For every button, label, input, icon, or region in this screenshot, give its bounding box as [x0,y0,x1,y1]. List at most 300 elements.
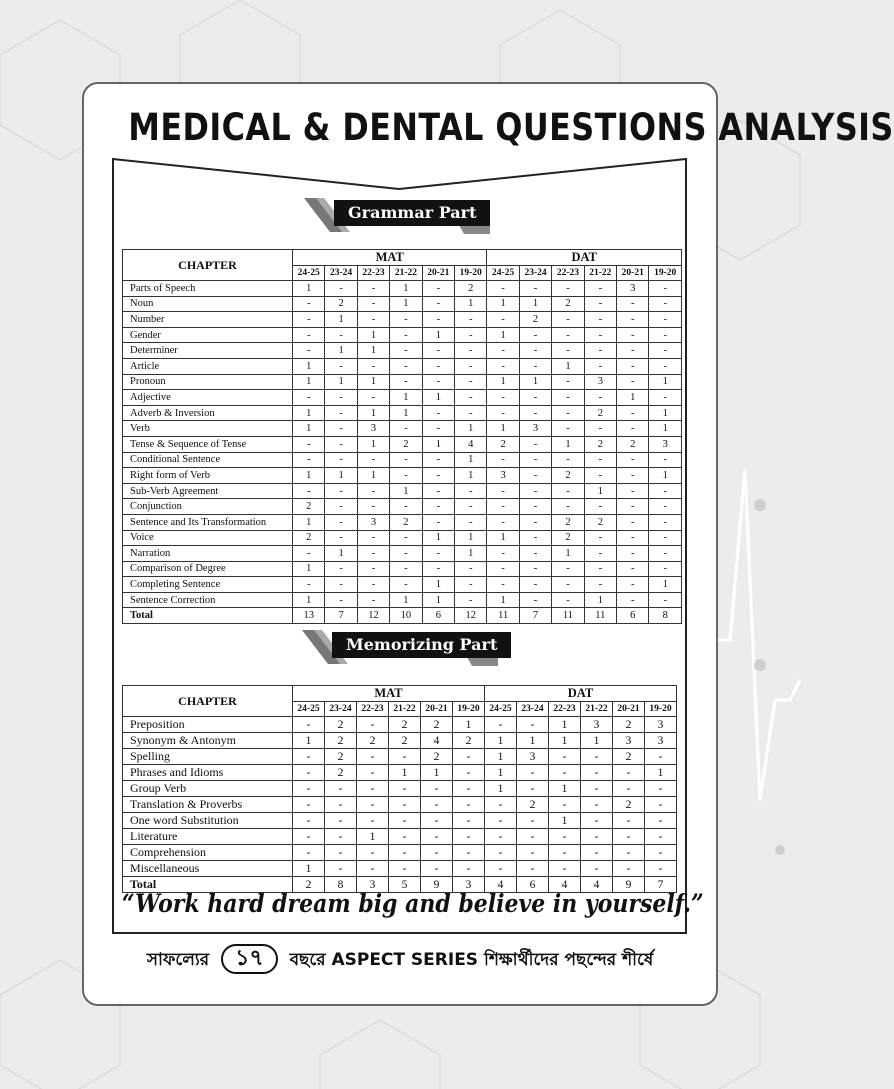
table-row [123,717,677,733]
value-cell: - [421,829,453,845]
value-cell: 1 [325,374,357,390]
chapter-cell: Adjective [123,390,293,406]
value-cell: - [422,452,454,468]
table-row [123,749,677,765]
value-cell: - [649,499,682,515]
value-cell: - [390,546,422,562]
value-cell: - [453,861,485,877]
value-cell: - [613,845,645,861]
value-cell: - [581,765,613,781]
chapter-cell: Comprehension [123,845,293,861]
value-cell: - [455,374,487,390]
chapter-cell: Number [123,312,293,328]
value-cell: - [617,296,649,312]
year-header: 21-22 [390,266,422,281]
year-header: 20-21 [421,702,453,717]
value-cell: - [325,530,357,546]
value-cell: 2 [390,436,422,452]
value-cell: - [357,530,389,546]
value-cell: 2 [613,797,645,813]
value-cell: 2 [389,717,421,733]
value-cell: - [453,797,485,813]
value-cell: - [649,343,682,359]
value-cell: - [455,483,487,499]
value-cell: - [325,797,357,813]
value-cell: - [389,829,421,845]
value-cell: - [453,829,485,845]
value-cell: - [325,436,357,452]
chapter-cell: Completing Sentence [123,577,293,593]
value-cell: 1 [357,343,389,359]
year-header: 20-21 [422,266,454,281]
year-header: 20-21 [613,702,645,717]
year-header: 24-25 [293,702,325,717]
value-cell: 1 [293,421,325,437]
dat-header: DAT [485,686,677,702]
value-cell: 3 [584,374,616,390]
value-cell: - [325,813,357,829]
value-cell: - [552,421,584,437]
value-cell: - [519,358,551,374]
table-row [123,813,677,829]
value-cell: 4 [485,877,517,893]
value-cell: 1 [519,374,551,390]
value-cell: 1 [390,390,422,406]
value-cell: - [357,561,389,577]
table-row [123,781,677,797]
value-cell: - [325,405,357,421]
value-cell: - [357,499,389,515]
value-cell: 2 [325,765,357,781]
value-cell: - [389,797,421,813]
value-cell: - [390,499,422,515]
value-cell: 1 [293,281,325,297]
value-cell: 1 [487,374,519,390]
value-cell: - [549,861,581,877]
page-title: MEDICAL & DENTAL QUESTIONS ANALYSIS [128,106,894,149]
value-cell: 1 [552,358,584,374]
value-cell: 1 [552,436,584,452]
value-cell: - [649,452,682,468]
value-cell: 1 [485,781,517,797]
value-cell: - [584,296,616,312]
value-cell: - [293,452,325,468]
value-cell: - [617,358,649,374]
table-row [123,797,677,813]
chapter-cell: Voice [123,530,293,546]
table-row [123,390,682,406]
value-cell: - [357,845,389,861]
value-cell: - [390,421,422,437]
table-row [123,561,682,577]
value-cell: 2 [552,296,584,312]
value-cell: - [357,717,389,733]
value-cell: - [517,813,549,829]
table-row [123,421,682,437]
value-cell: - [453,813,485,829]
value-cell: - [517,717,549,733]
value-cell: - [325,499,357,515]
year-header: 24-25 [485,702,517,717]
value-cell: - [455,390,487,406]
value-cell: - [325,592,357,608]
value-cell: 1 [455,530,487,546]
value-cell: - [293,797,325,813]
value-cell: - [357,390,389,406]
value-cell: - [357,281,389,297]
value-cell: - [519,499,551,515]
table-row [123,765,677,781]
value-cell: - [325,829,357,845]
value-cell: 6 [517,877,549,893]
value-cell: 12 [357,608,389,624]
memorizing-table [122,685,677,893]
value-cell: 13 [293,608,325,624]
table-row [123,312,682,328]
year-header: 23-24 [519,266,551,281]
value-cell: 2 [325,733,357,749]
motivational-quote: “Work hard dream big and believe in yourself.” [121,889,704,918]
value-cell: - [617,577,649,593]
memorizing-section-title: Memorizing Part [332,632,511,658]
value-cell: - [584,281,616,297]
value-cell: 11 [487,608,519,624]
value-cell: - [549,797,581,813]
value-cell: - [487,343,519,359]
value-cell: 1 [325,546,357,562]
value-cell: 1 [487,296,519,312]
table-row [123,845,677,861]
value-cell: 2 [617,436,649,452]
value-cell: 9 [421,877,453,893]
value-cell: - [519,327,551,343]
value-cell: - [649,546,682,562]
value-cell: - [357,358,389,374]
value-cell: 2 [584,514,616,530]
value-cell: - [325,577,357,593]
value-cell: - [613,829,645,845]
value-cell: 1 [455,468,487,484]
value-cell: 1 [357,829,389,845]
value-cell: 11 [552,608,584,624]
value-cell: - [325,358,357,374]
value-cell: - [325,483,357,499]
value-cell: - [519,452,551,468]
table-row [123,405,682,421]
value-cell: 2 [325,749,357,765]
value-cell: 1 [293,561,325,577]
value-cell: - [517,845,549,861]
value-cell: - [584,468,616,484]
value-cell: 2 [517,797,549,813]
value-cell: 11 [584,608,616,624]
value-cell: 1 [649,421,682,437]
value-cell: 1 [293,592,325,608]
value-cell: 6 [617,608,649,624]
table-row [123,546,682,562]
chapter-cell: Right form of Verb [123,468,293,484]
value-cell: - [552,561,584,577]
value-cell: - [581,781,613,797]
chapter-cell: Pronoun [123,374,293,390]
analysis-card [82,82,894,1006]
value-cell: 1 [455,452,487,468]
value-cell: - [422,281,454,297]
value-cell: - [357,483,389,499]
value-cell: - [617,312,649,328]
table-row [123,374,682,390]
value-cell: - [389,861,421,877]
value-cell: - [293,327,325,343]
value-cell: - [293,845,325,861]
chapter-cell: Translation & Proverbs [123,797,293,813]
value-cell: - [617,452,649,468]
table-row [123,327,682,343]
value-cell: - [552,327,584,343]
value-cell: - [581,749,613,765]
value-cell: - [645,749,677,765]
chapter-cell: Spelling [123,749,293,765]
value-cell: - [325,514,357,530]
value-cell: - [552,281,584,297]
value-cell: 1 [357,327,389,343]
memorizing-banner [302,628,502,662]
value-cell: 1 [455,546,487,562]
value-cell: - [581,829,613,845]
chapter-cell: Noun [123,296,293,312]
value-cell: - [649,592,682,608]
value-cell: - [389,781,421,797]
value-cell: - [421,861,453,877]
value-cell: - [422,405,454,421]
value-cell: 3 [649,436,682,452]
value-cell: - [645,781,677,797]
value-cell: 1 [519,296,551,312]
value-cell: 1 [390,296,422,312]
value-cell: - [487,483,519,499]
value-cell: 1 [357,436,389,452]
value-cell: - [453,749,485,765]
footer-tagline [84,944,716,975]
value-cell: 3 [519,421,551,437]
value-cell: - [422,358,454,374]
value-cell: - [455,327,487,343]
value-cell: - [581,845,613,861]
value-cell: - [552,452,584,468]
value-cell: - [390,327,422,343]
table-row [123,452,682,468]
value-cell: - [552,343,584,359]
year-header: 21-22 [389,702,421,717]
value-cell: - [617,343,649,359]
chapter-cell: Literature [123,829,293,845]
year-header: 22-23 [357,702,389,717]
chapter-cell: Sub-Verb Agreement [123,483,293,499]
footer-text-after: বছরে ASPECT SERIES শিক্ষার্থীদের পছন্দের শীর্ষে [289,950,654,970]
value-cell: - [584,327,616,343]
value-cell: - [487,312,519,328]
value-cell: - [390,577,422,593]
year-header: 23-24 [517,702,549,717]
value-cell: 7 [519,608,551,624]
chapter-cell: Determiner [123,343,293,359]
value-cell: - [390,358,422,374]
value-cell: - [325,421,357,437]
value-cell: 2 [325,717,357,733]
chapter-header: CHAPTER [123,686,293,717]
value-cell: - [649,358,682,374]
year-header: 19-20 [455,266,487,281]
table-row [123,296,682,312]
value-cell: - [552,592,584,608]
value-cell: - [487,405,519,421]
value-cell: - [613,765,645,781]
value-cell: - [485,813,517,829]
value-cell: 2 [584,405,616,421]
value-cell: - [617,421,649,437]
value-cell: - [552,374,584,390]
value-cell: 8 [649,608,682,624]
value-cell: - [422,343,454,359]
value-cell: - [584,312,616,328]
value-cell: - [519,546,551,562]
value-cell: - [649,514,682,530]
value-cell: 1 [485,749,517,765]
value-cell: 1 [549,717,581,733]
value-cell: - [584,577,616,593]
value-cell: 3 [357,877,389,893]
value-cell: 2 [519,312,551,328]
value-cell: 1 [325,468,357,484]
table-row [123,577,682,593]
value-cell: - [519,592,551,608]
table-row [123,436,682,452]
value-cell: 1 [649,374,682,390]
year-header: 24-25 [487,266,519,281]
value-cell: 3 [517,749,549,765]
value-cell: - [487,546,519,562]
year-header: 24-25 [293,266,325,281]
value-cell: - [357,813,389,829]
value-cell: - [453,781,485,797]
value-cell: 2 [293,499,325,515]
value-cell: 1 [422,327,454,343]
value-cell: 2 [421,717,453,733]
value-cell: - [617,546,649,562]
value-cell: 1 [357,405,389,421]
value-cell: 2 [552,514,584,530]
value-cell: - [422,421,454,437]
value-cell: 2 [421,749,453,765]
chapter-cell: Tense & Sequence of Tense [123,436,293,452]
value-cell: - [357,296,389,312]
chapter-cell: Conjunction [123,499,293,515]
value-cell: 3 [487,468,519,484]
value-cell: - [487,577,519,593]
value-cell: - [584,530,616,546]
value-cell: 1 [649,577,682,593]
value-cell: - [552,499,584,515]
value-cell: 1 [422,530,454,546]
value-cell: - [552,312,584,328]
value-cell: - [389,749,421,765]
table-row [123,592,682,608]
chapter-cell: Parts of Speech [123,281,293,297]
value-cell: - [485,829,517,845]
value-cell: - [617,327,649,343]
value-cell: - [390,468,422,484]
value-cell: - [390,561,422,577]
value-cell: - [519,390,551,406]
value-cell: - [293,296,325,312]
value-cell: - [613,781,645,797]
value-cell: - [645,845,677,861]
value-cell: - [422,561,454,577]
value-cell: - [485,797,517,813]
value-cell: - [293,829,325,845]
year-header: 23-24 [325,266,357,281]
value-cell: 1 [293,733,325,749]
table-row [123,733,677,749]
value-cell: - [581,797,613,813]
value-cell: - [422,296,454,312]
value-cell: - [325,281,357,297]
value-cell: - [519,468,551,484]
year-header: 19-20 [645,702,677,717]
value-cell: - [549,829,581,845]
value-cell: - [517,829,549,845]
value-cell: - [293,717,325,733]
value-cell: - [421,813,453,829]
value-cell: - [485,861,517,877]
value-cell: - [519,343,551,359]
value-cell: - [584,561,616,577]
value-cell: 1 [581,733,613,749]
value-cell: - [584,343,616,359]
value-cell: - [389,845,421,861]
value-cell: - [422,514,454,530]
value-cell: - [421,845,453,861]
table-row [123,483,682,499]
value-cell: 1 [293,468,325,484]
value-cell: - [389,813,421,829]
value-cell: 1 [293,358,325,374]
grammar-section-title: Grammar Part [334,200,490,226]
footer-text-before: সাফল্যের [146,950,210,970]
value-cell: - [390,374,422,390]
value-cell: - [357,577,389,593]
value-cell: - [453,765,485,781]
value-cell: 2 [389,733,421,749]
value-cell: - [649,281,682,297]
value-cell: 1 [422,390,454,406]
value-cell: 1 [455,296,487,312]
value-cell: 1 [293,861,325,877]
value-cell: 1 [421,765,453,781]
value-cell: - [487,358,519,374]
value-cell: - [613,813,645,829]
value-cell: - [552,483,584,499]
value-cell: - [645,813,677,829]
year-header: 20-21 [617,266,649,281]
value-cell: 4 [549,877,581,893]
value-cell: - [357,592,389,608]
value-cell: - [519,530,551,546]
chapter-cell: Adverb & Inversion [123,405,293,421]
value-cell: - [293,483,325,499]
value-cell: - [325,452,357,468]
value-cell: 1 [617,390,649,406]
